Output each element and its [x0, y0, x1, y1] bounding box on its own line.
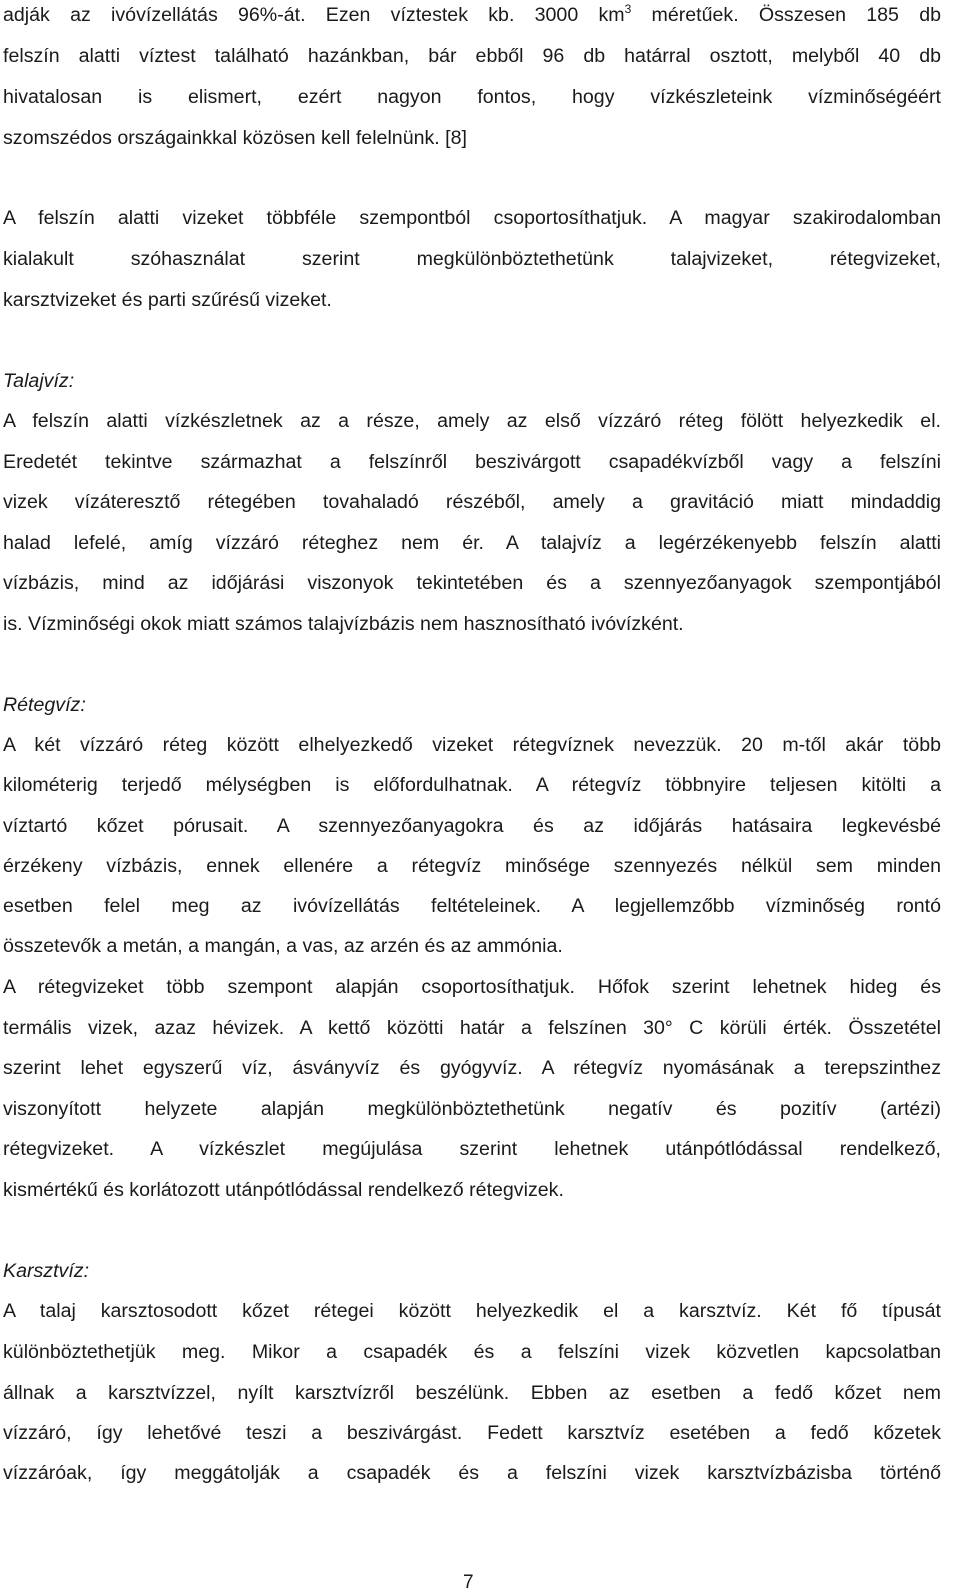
text-line: kismértékű és korlátozott utánpótlódással rendelkező rétegvizek.: [3, 1179, 564, 1201]
text-line: karsztvizeket és parti szűrésű vizeket.: [3, 289, 332, 311]
text-line: is. Vízminőségi okok miatt számos talajvízbázis nem hasznosítható ivóvízként.: [3, 613, 684, 635]
text-line: viszonyított helyzete alapján megkülönböztethetünk negatív és pozitív (artézi): [3, 1098, 941, 1120]
text-line: vizek vízáteresztő rétegében tovahaladó részéből, amely a gravitáció miatt mindaddig: [3, 491, 941, 513]
text-line: szomszédos országainkkal közösen kell felelnünk. [8]: [3, 127, 467, 149]
text-line: kilométerig terjedő mélységben is előfordulhatnak. A rétegvíz többnyire teljesen kitölti a: [3, 774, 941, 796]
text-line: adják az ivóvízellátás 96%-át. Ezen víztestek kb. 3000 $km^3$ méretűek. Összesen 185 db: [3, 2, 941, 26]
text-line: víztartó kőzet pórusait. A szennyezőanyagokra és az időjárás hatásaira legkevésbé: [3, 815, 941, 837]
page-number: 7: [463, 1572, 474, 1593]
text-line: vízzáró, így lehetővé teszi a beszivárgást. Fedett karsztvíz esetében a fedő kőzetek: [3, 1422, 941, 1444]
text-line: esetben felel meg az ivóvízellátás feltételeinek. A legjellemzőbb vízminőség rontó: [3, 895, 941, 917]
text-line: összetevők a metán, a mangán, a vas, az arzén és az ammónia.: [3, 935, 563, 957]
text-line: termális vizek, azaz hévizek. A kettő közötti határ a felszínen 30° C körüli érték. Összetétel: [3, 1017, 941, 1039]
section-heading-retegviz: Rétegvíz:: [3, 694, 86, 716]
text-line: Eredetét tekintve származhat a felszínről beszivárgott csapadékvízből vagy a felszíni: [3, 451, 941, 473]
section-heading-karsztviz: Karsztvíz:: [3, 1260, 90, 1282]
text-line: vízzáróak, így meggátolják a csapadék és a felszíni vizek karsztvízbázisba történő: [3, 1462, 941, 1484]
text-line: A felszín alatti vízkészletnek az a része, amely az első vízzáró réteg fölött helyezkedik el.: [3, 410, 941, 432]
text-line: A rétegvizeket több szempont alapján csoportosíthatjuk. Hőfok szerint lehetnek hideg és: [3, 976, 941, 998]
section-heading-talajviz: Talajvíz:: [3, 370, 75, 392]
superscript: 3: [624, 2, 632, 16]
text-line: szerint lehet egyszerű víz, ásványvíz és gyógyvíz. A rétegvíz nyomásának a terepszinthez: [3, 1057, 941, 1079]
text-line: halad lefelé, amíg vízzáró réteghez nem ér. A talajvíz a legérzékenyebb felszín alatti: [3, 532, 941, 554]
text-line: érzékeny vízbázis, ennek ellenére a rétegvíz minősége szennyezés nélkül sem minden: [3, 855, 941, 877]
text-line: A két vízzáró réteg között elhelyezkedő vizeket rétegvíznek nevezzük. 20 m-től akár több: [3, 734, 941, 756]
text-line: kialakult szóhasználat szerint megkülönböztethetünk talajvizeket, rétegvizeket,: [3, 248, 941, 270]
text-line: A talaj karsztosodott kőzet rétegei között helyezkedik el a karsztvíz. Két fő típusát: [3, 1300, 941, 1322]
text-line: vízbázis, mind az időjárási viszonyok tekintetében és a szennyezőanyagok szempontjából: [3, 572, 941, 594]
text-line: rétegvizeket. A vízkészlet megújulása szerint lehetnek utánpótlódással rendelkező,: [3, 1138, 941, 1160]
text-line: felszín alatti víztest található hazánkban, bár ebből 96 db határral osztott, melyből 40 db: [3, 45, 941, 67]
text-line: különböztethetjük meg. Mikor a csapadék és a felszíni vizek közvetlen kapcsolatban: [3, 1341, 941, 1363]
text-line: állnak a karsztvízzel, nyílt karsztvízről beszélünk. Ebben az esetben a fedő kőzet nem: [3, 1382, 941, 1404]
text-line: A felszín alatti vizeket többféle szempontból csoportosíthatjuk. A magyar szakirodalomban: [3, 207, 941, 229]
text-line: hivatalosan is elismert, ezért nagyon fontos, hogy vízkészleteink vízminőségéért: [3, 86, 941, 108]
